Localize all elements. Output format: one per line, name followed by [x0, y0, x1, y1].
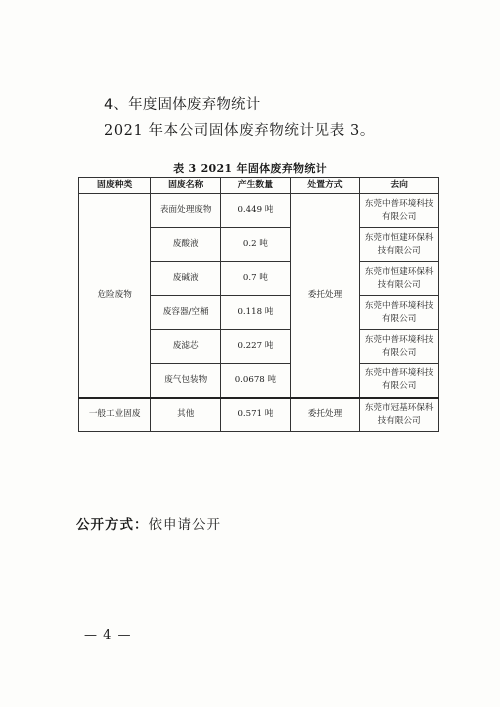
category-cell-general: 一般工业固废 — [79, 398, 151, 432]
header-destination: 去向 — [360, 178, 439, 194]
table-row — [79, 398, 439, 432]
publication-value: 依申请公开 — [148, 517, 221, 533]
destination-cell: 东莞中普环境科技有限公司 — [360, 194, 439, 228]
publication-label: 公开方式： — [76, 517, 149, 533]
section-intro: 2021 年本公司固体废弃物统计见表 3。 — [104, 123, 375, 139]
destination-cell: 东莞市恒建环保科技有限公司 — [360, 228, 439, 262]
waste-name-cell: 废气包装物 — [151, 364, 221, 398]
header-method: 处置方式 — [290, 178, 360, 194]
method-cell-hazardous: 委托处理 — [290, 194, 360, 398]
destination-cell: 东莞中普环境科技有限公司 — [360, 296, 439, 330]
destination-cell: 东莞中普环境科技有限公司 — [360, 330, 439, 364]
waste-name-cell: 废酸液 — [151, 228, 221, 262]
table-row — [79, 194, 439, 228]
quantity-cell: 0.2 吨 — [221, 228, 291, 262]
quantity-cell: 0.118 吨 — [221, 296, 291, 330]
quantity-cell: 0.571 吨 — [221, 398, 291, 432]
header-name: 固废名称 — [151, 178, 221, 194]
table-caption: 表 3 2021 年固体废弃物统计 — [173, 162, 327, 175]
quantity-cell: 0.0678 吨 — [221, 364, 291, 398]
publication-method — [76, 513, 221, 533]
destination-cell: 东莞市恒建环保科技有限公司 — [360, 262, 439, 296]
waste-name-cell: 废容器/空桶 — [151, 296, 221, 330]
quantity-cell: 0.449 吨 — [221, 194, 291, 228]
waste-name-cell: 其他 — [151, 398, 221, 432]
category-cell-hazardous: 危险废物 — [79, 194, 151, 398]
quantity-cell: 0.227 吨 — [221, 330, 291, 364]
header-category: 固废种类 — [79, 178, 151, 194]
table-header-row — [79, 178, 439, 194]
quantity-cell: 0.7 吨 — [221, 262, 291, 296]
waste-name-cell: 废碱液 — [151, 262, 221, 296]
waste-name-cell: 废滤芯 — [151, 330, 221, 364]
header-quantity: 产生数量 — [221, 178, 291, 194]
solid-waste-table — [78, 177, 439, 432]
method-cell-general: 委托处理 — [290, 398, 360, 432]
section-heading: 4、年度固体废弃物统计 — [104, 97, 261, 113]
destination-cell: 东莞中普环境科技有限公司 — [360, 364, 439, 398]
page-number: — 4 — — [84, 628, 132, 643]
destination-cell: 东莞市冠基环保科技有限公司 — [360, 398, 439, 432]
waste-name-cell: 表面处理废物 — [151, 194, 221, 228]
